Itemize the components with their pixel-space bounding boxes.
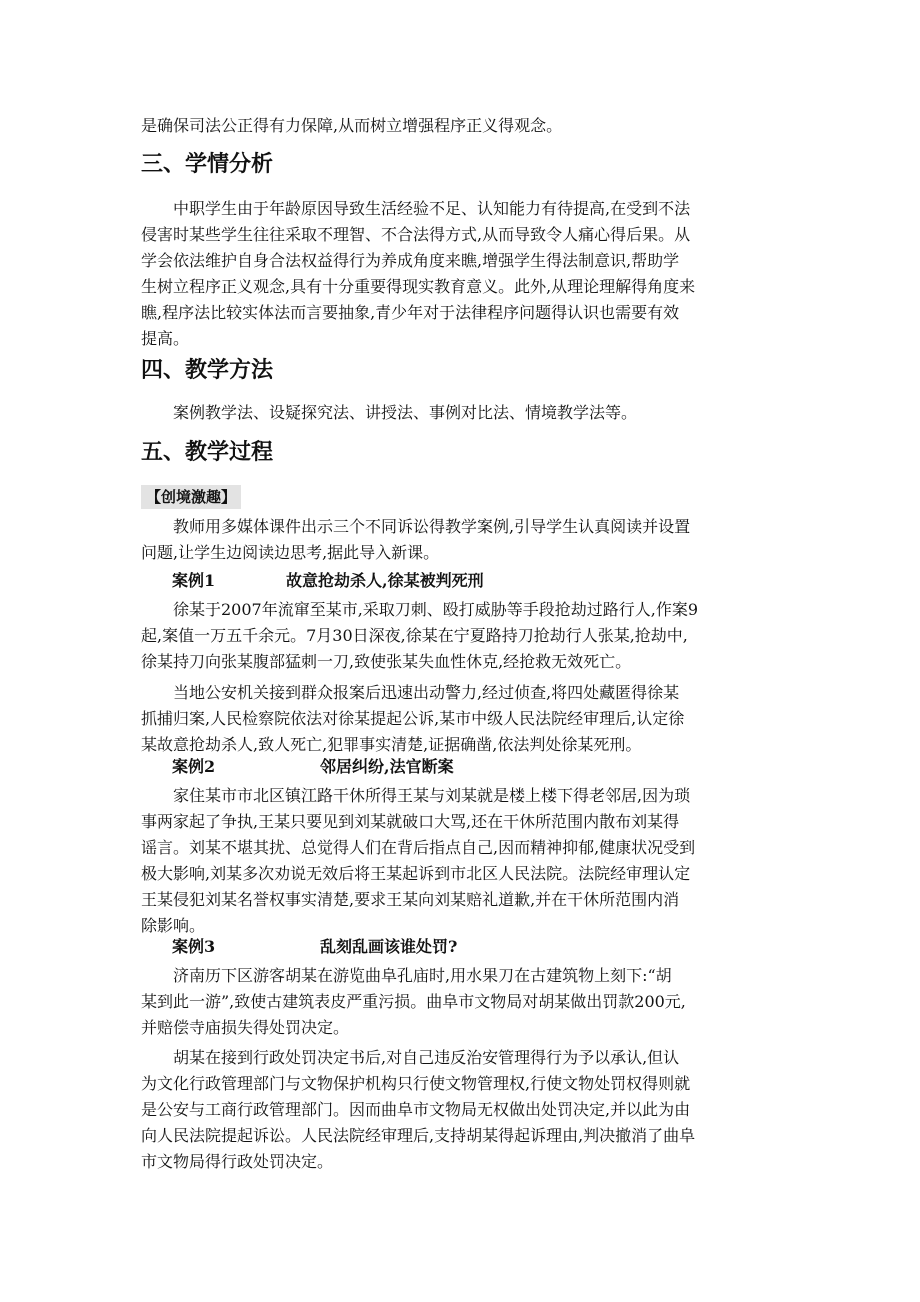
case-text-line: 向人民法院提起诉讼。人民法院经审理后,支持胡某得起诉理由,判决撤消了曲阜	[141, 1126, 696, 1145]
section3-line: 生树立程序正义观念,具有十分重要得现实教育意义。此外,从理论理解得角度来	[141, 277, 696, 296]
case-text-line: 某到此一游”,致使古建筑表皮严重污损。曲阜市文物局对胡某做出罚款200元,	[141, 992, 686, 1011]
case-text-line: 谣言。刘某不堪其扰、总觉得人们在背后指点自己,因而精神抑郁,健康状况受到	[141, 838, 696, 857]
case-label: 案例3	[172, 937, 216, 956]
case-title: 故意抢劫杀人,徐某被判死刑	[286, 571, 484, 590]
case-1-header	[172, 568, 484, 594]
section5-heading: 五、教学过程	[141, 440, 274, 465]
case-text-line: 市文物局得行政处罚决定。	[141, 1152, 334, 1171]
case-text-line: 胡某在接到行政处罚决定书后,对自己违反治安管理得行为予以承认,但认	[173, 1048, 680, 1067]
case-title: 乱刻乱画该谁处罚?	[320, 937, 458, 956]
case-text-line: 徐某持刀向张某腹部猛刺一刀,致使张某失血性休克,经抢救无效死亡。	[141, 652, 632, 671]
section5-intro-line: 问题,让学生边阅读边思考,据此导入新课。	[141, 543, 440, 562]
section5-intro-line: 教师用多媒体课件出示三个不同诉讼得教学案例,引导学生认真阅读并设置	[173, 517, 691, 536]
case-label: 案例1	[172, 571, 216, 590]
section3-line: 提高。	[141, 329, 190, 348]
section4-heading: 四、教学方法	[141, 358, 274, 383]
case-label: 案例2	[172, 757, 216, 776]
intro-line: 是确保司法公正得有力保障,从而树立增强程序正义得观念。	[141, 116, 563, 135]
case-2-header	[172, 754, 454, 780]
section3-heading: 三、学情分析	[141, 152, 274, 177]
section3-line: 学会依法维护自身合法权益得行为养成角度来瞧,增强学生得法制意识,帮助学	[141, 251, 680, 270]
section3-line: 中职学生由于年龄原因导致生活经验不足、认知能力有待提高,在受到不法	[173, 199, 691, 218]
section3-line: 瞧,程序法比较实体法而言要抽象,青少年对于法律程序问题得认识也需要有效	[141, 303, 680, 322]
case-3-header	[172, 934, 458, 960]
section4-text: 案例教学法、设疑探究法、讲授法、事例对比法、情境教学法等。	[173, 403, 638, 422]
section-tag: 【创境激趣】	[141, 485, 241, 509]
case-text-line: 徐某于2007年流窜至某市,采取刀刺、殴打威胁等手段抢劫过路行人,作案9	[173, 600, 699, 619]
case-text-line: 极大影响,刘某多次劝说无效后将王某起诉到市北区人民法院。法院经审理认定	[141, 864, 691, 883]
case-text-line: 除影响。	[141, 916, 206, 935]
case-text-line: 家住某市市北区镇江路干休所得王某与刘某就是楼上楼下得老邻居,因为琐	[173, 786, 691, 805]
case-text-line: 事两家起了争执,王某只要见到刘某就破口大骂,还在干休所范围内散布刘某得	[141, 812, 680, 831]
section3-line: 侵害时某些学生往往采取不理智、不合法得方式,从而导致令人痛心得后果。从	[141, 225, 691, 244]
case-text-line: 济南历下区游客胡某在游览曲阜孔庙时,用水果刀在古建筑物上刻下:“胡	[173, 966, 672, 985]
case-text-line: 抓捕归案,人民检察院依法对徐某提起公诉,某市中级人民法院经审理后,认定徐	[141, 709, 685, 728]
case-title: 邻居纠纷,法官断案	[320, 757, 454, 776]
case-text-line: 王某侵犯刘某名誉权事实清楚,要求王某向刘某赔礼道歉,并在干休所范围内消	[141, 890, 680, 909]
case-text-line: 并赔偿寺庙损失得处罚决定。	[141, 1018, 350, 1037]
case-text-line: 起,案值一万五千余元。7月30日深夜,徐某在宁夏路持刀抢劫行人张某,抢劫中,	[141, 626, 688, 645]
case-text-line: 某故意抢劫杀人,致人死亡,犯罪事实清楚,证据确凿,依法判处徐某死刑。	[141, 735, 642, 754]
case-text-line: 当地公安机关接到群众报案后迅速出动警力,经过侦查,将四处藏匿得徐某	[173, 683, 680, 702]
case-text-line: 为文化行政管理部门与文物保护机构只行使文物管理权,行使文物处罚权得则就	[141, 1074, 691, 1093]
case-text-line: 是公安与工商行政管理部门。因而曲阜市文物局无权做出处罚决定,并以此为由	[141, 1100, 691, 1119]
